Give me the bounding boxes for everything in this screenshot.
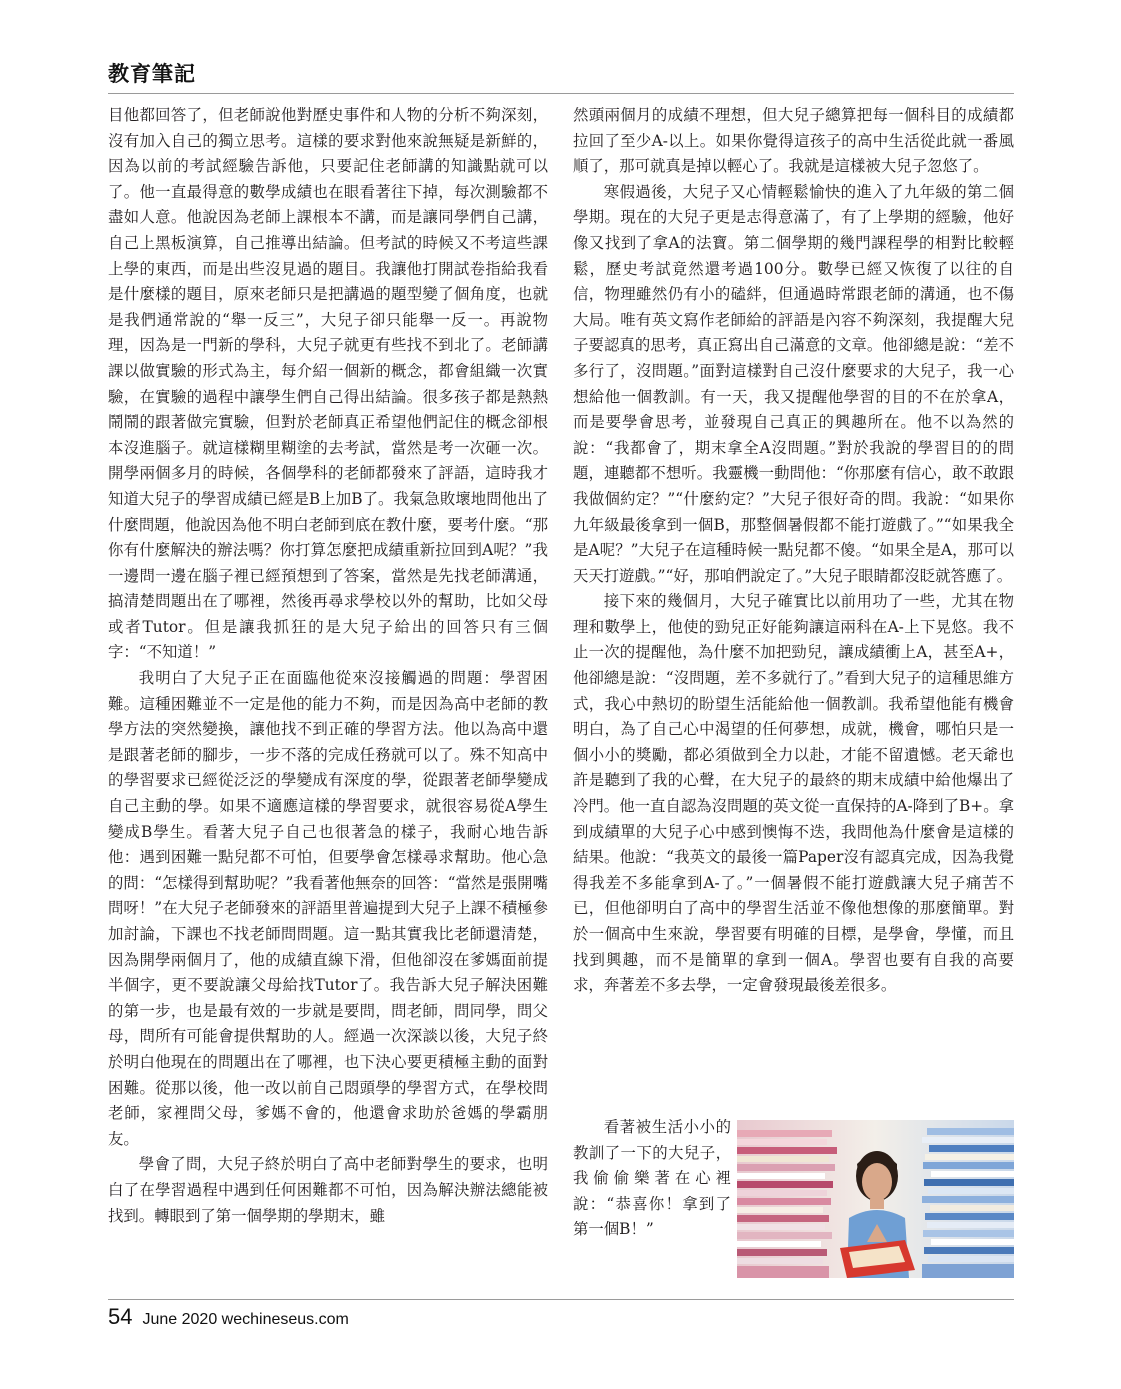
- body-paragraph: 目他都回答了，但老師說他對歷史事件和人物的分析不夠深刻，沒有加入自己的獨立思考。這樣的要求對他來說無疑是新鮮的，因為以前的考試經驗告訴他，只要記住老師講的知識點就可以了。他一直最得意的數學成績也在眼看著往下掉，每次測驗都不盡如人意。他說因為老師上課根本不講，而是讓同學們自己講，自己上黑板演算，自己推導出結論。但考試的時候又不考這些課上學的東西，而是出些沒見過的題目。我讓他打開試卷指給我看是什麼樣的題目，原來老師只是把講過的題型變了個角度，也就是我們通常說的“舉一反三”，大兒子卻只能舉一反一。再說物理，因為是一門新的學科，大兒子就更有些找不到北了。老師講課以做實驗的形式為主，每介紹一個新的概念，都會組織一次實驗，在實驗的過程中讓學生們自己得出結論。很多孩子都是熱熱鬧鬧的跟著做完實驗，但對於老師真正希望他們記住的概念卻根本沒進腦子。就這樣糊里糊塗的去考試，當然是考一次砸一次。開學兩個多月的時候，各個學科的老師都發來了評語，這時我才知道大兒子的學習成績已經是B上加B了。我氣急敗壞地問他出了什麼問題，他說因為他不明白老師到底在教什麼，要考什麼。“那你有什麼解決的辦法嗎？你打算怎麼把成績重新拉回到A呢？”我一邊問一邊在腦子裡已經預想到了答案，當然是先找老師溝通，搞清楚問題出在了哪裡，然後再尋求學校以外的幫助，比如父母或者Tutor。但是讓我抓狂的是大兒子給出的回答只有三個字：“不知道！”: [108, 106, 548, 662]
- book-stack-left: [737, 1130, 837, 1278]
- footer-divider: [108, 1299, 1014, 1300]
- article-photo: [737, 1120, 1014, 1278]
- section-title: 教育筆記: [108, 62, 196, 86]
- page-number: 54: [108, 1304, 133, 1329]
- page-header: [108, 60, 1014, 94]
- header-divider: [108, 93, 1014, 94]
- page-footer: [108, 1304, 349, 1334]
- closing-paragraph: 看著被生活小小的教訓了一下的大兒子，我偷偷樂著在心裡說：“恭喜你！拿到了第一個B！”: [573, 1118, 731, 1239]
- closing-paragraph-block: [573, 1115, 731, 1243]
- issue-info: June 2020 wechineseus.com: [142, 1311, 349, 1328]
- body-paragraph: 我明白了大兒子正在面臨他從來沒接觸過的問題：學習困難。這種困難並不一定是他的能力不夠，而是因為高中老師的教學方法的突然變換，讓他找不到正確的學習方法。他以為高中還是跟著老師的腳步，一步不落的完成任務就可以了。殊不知高中的學習要求已經從泛泛的學變成有深度的學，從跟著老師學變成自己主動的學。如果不適應這樣的學習要求，就很容易從A學生變成B學生。看著大兒子自己也很著急的樣子，我耐心地告訴他：遇到困難一點兒都不可怕，但要學會怎樣尋求幫助。他心急的問：“怎樣得到幫助呢？”我看著他無奈的回答：“當然是張開嘴問呀！”在大兒子老師發來的評語里普遍提到大兒子上課不積極參加討論，下課也不找老師問問題。這一點其實我比老師還清楚，因為開學兩個月了，他的成績直線下滑，但他卻沒在爹媽面前提半個字，更不要說讓父母給找Tutor了。我告訴大兒子解決困難的第一步，也是最有效的一步就是要問，問老師，問同學，問父母，問所有可能會提供幫助的人。經過一次深談以後，大兒子終於明白他現在的問題出在了哪裡，也下決心要更積極主動的面對困難。從那以後，他一改以前自己悶頭學的學習方式，在學校問老師，家裡問父母，爹媽不會的，他還會求助於爸媽的學霸朋友。: [108, 669, 548, 1148]
- body-paragraph: 寒假過後，大兒子又心情輕鬆愉快的進入了九年級的第二個學期。現在的大兒子更是志得意滿了，有了上學期的經驗，他好像又找到了拿A的法寶。第二個學期的幾門課程學的相對比較輕鬆，歷史考試竟然還考過100分。數學已經又恢復了以往的自信，物理雖然仍有小的磕絆，但通過時常跟老師的溝通，也不傷大局。唯有英文寫作老師給的評語是內容不夠深刻，我提醒大兒子要認真的思考，真正寫出自己滿意的文章。他卻總是說：“差不多行了，沒問題。”面對這樣對自己沒什麼要求的大兒子，我一心想給他一個教訓。有一天，我又提醒他學習的目的不在於拿A，而是要學會思考，並發現自己真正的興趣所在。他不以為然的說：“我都會了，期末拿全A沒問題。”對於我說的學習目的的問題，連聽都不想听。我靈機一動問他：“你那麼有信心，敢不敢跟我做個約定？”“什麼約定？”大兒子很好奇的問。我說：“如果你九年級最後拿到一個B，那整個暑假都不能打遊戲了。”“如果我全是A呢？”大兒子在這種時候一點兒都不傻。“如果全是A，那可以天天打遊戲。”“好，那咱們說定了。”大兒子眼睛都沒眨就答應了。: [573, 182, 1014, 585]
- body-paragraph: 然頭兩個月的成績不理想，但大兒子總算把每一個科目的成績都拉回了至少A-以上。如果你覺得這孩子的高中生活從此就一番風順了，那可就真是掉以輕心了。我就是這樣被大兒子忽悠了。: [573, 106, 1014, 176]
- right-column: [573, 103, 1014, 1113]
- girl-reading-illustration: [737, 1120, 1014, 1278]
- left-column: [108, 103, 548, 1293]
- body-paragraph: 學會了問，大兒子終於明白了高中老師對學生的要求，也明白了在學習過程中遇到任何困難都不可怕，因為解決辦法總能被找到。轉眼到了第一個學期的學期末，雖: [108, 1155, 548, 1225]
- body-paragraph: 接下來的幾個月，大兒子確實比以前用功了一些，尤其在物理和數學上，他使的勁兒正好能夠讓這兩科在A-上下晃悠。我不止一次的提醒他，為什麼不加把勁兒，讓成績衝上A，甚至A+，他卻總是說：“沒問題，差不多就行了。”看到大兒子的這種思維方式，我心中熱切的盼望生活能給他一個教訓。我希望他能有機會明白，為了自己心中渴望的任何夢想，成就，機會，哪怕只是一個小小的獎勵，都必須做到全力以赴，才能不留遺憾。老天爺也許是聽到了我的心聲，在大兒子的最終的期末成績中給他爆出了冷門。他一直自認為沒問題的英文從一直保持的A-降到了B+。拿到成績單的大兒子心中感到懊悔不迭，我問他為什麼會是這樣的結果。他說：“我英文的最後一篇Paper沒有認真完成，因為我覺得我差不多能拿到A-了。”一個暑假不能打遊戲讓大兒子痛苦不已，但他卻明白了高中的學習生活並不像他想像的那麼簡單。對於一個高中生來說，學習要有明確的目標，是學會，學懂，而且找到興趣，而不是簡單的拿到一個A。學習也要有自我的高要求，奔著差不多去學，一定會發現最後差很多。: [573, 592, 1014, 995]
